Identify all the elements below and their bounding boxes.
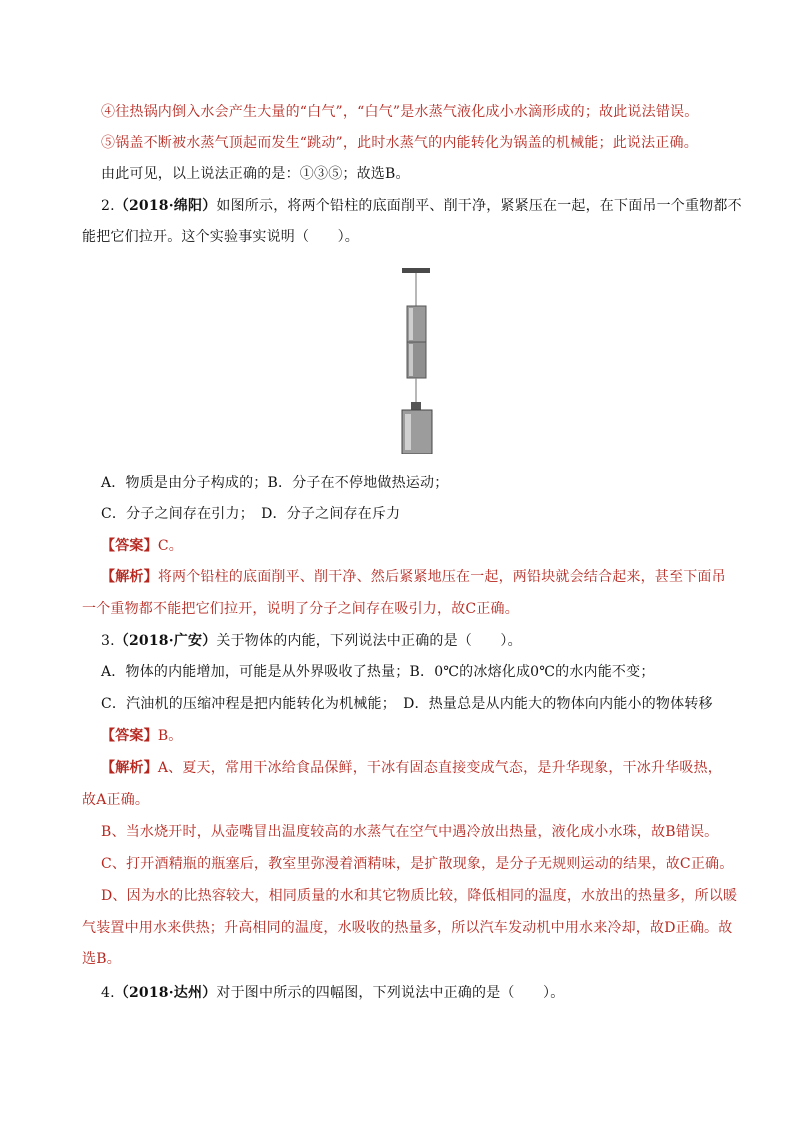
question-source: （2018·广安） [114, 633, 217, 649]
question-2-options-cd: C．分子之间存在引力； D．分子之间存在斥力 [101, 506, 401, 522]
question-source: （2018·绵阳） [114, 198, 217, 214]
hanger-bar [402, 268, 430, 273]
question-3-options-cd: C．汽油机的压缩冲程是把内能转化为机械能； D．热量总是从内能大的物体向内能小的物体转移 [101, 696, 713, 712]
lead-cylinder-figure [398, 268, 438, 454]
analysis-text-d-cont: 气装置中用水来供热；升高相同的温度，水吸收的热量多，所以汽车发动机中用水来冷却，故D正确。故 [82, 920, 733, 936]
question-number: 2. [101, 198, 115, 214]
analysis-tag: 【解析】 [101, 760, 158, 776]
question-2-analysis-cont: 一个重物都不能把它们拉开，说明了分子之间存在吸引力，故C正确。 [82, 601, 519, 617]
answer-tag: 【答案】 [101, 538, 158, 554]
question-text: 如图所示，将两个铅柱的底面削平、削干净，紧紧压在一起，在下面吊一个重物都不 [216, 198, 742, 214]
analysis-text-b: B、当水烧开时，从壶嘴冒出温度较高的水蒸气在空气中遇冷放出热量，液化成小水珠，故B错误。 [101, 824, 719, 840]
analysis-text-d: D、因为水的比热容较大，相同质量的水和其它物质比较，降低相同的温度，水放出的热量多，所以暖 [101, 888, 738, 904]
question-2-stem-cont: 能把它们拉开。这个实验事实说明（ ）。 [82, 229, 359, 245]
answer-value: B。 [157, 728, 183, 744]
analysis-tag: 【解析】 [101, 569, 158, 585]
analysis-text-d-end: 选B。 [82, 951, 121, 967]
answer-value: C。 [157, 538, 183, 554]
question-3-answer [101, 727, 721, 745]
question-source: （2018·达州） [114, 985, 217, 1001]
question-2-answer [101, 537, 721, 555]
question-4-stem [101, 984, 721, 1002]
weight-knob [411, 402, 421, 410]
question-2-stem [101, 197, 742, 215]
question-number: 3. [101, 633, 115, 649]
question-3-options-ab: A．物体的内能增加，可能是从外界吸收了热量；B．0℃的冰熔化成0℃的水内能不变； [101, 664, 655, 680]
analysis-line-5: ⑤锅盖不断被水蒸气顶起而发生“跳动”，此时水蒸气的内能转化为锅盖的机械能；此说法正确。 [101, 135, 698, 151]
question-2-analysis [101, 568, 726, 586]
analysis-text-a-cont: 故A正确。 [82, 792, 150, 808]
analysis-line-4: ④往热锅内倒入水会产生大量的“白气”，“白气”是水蒸气液化成小水滴形成的；故此说法错误。 [101, 104, 699, 120]
question-text: 关于物体的内能，下列说法中正确的是（ ）。 [216, 633, 522, 649]
question-2-options-ab: A．物质是由分子构成的；B．分子在不停地做热运动； [101, 475, 449, 491]
analysis-text-a: A、夏天，常用干冰给食品保鲜，干冰有固态直接变成气态，是升华现象，干冰升华吸热， [157, 760, 722, 776]
answer-tag: 【答案】 [101, 728, 158, 744]
analysis-text-c: C、打开酒精瓶的瓶塞后，教室里弥漫着酒精味，是扩散现象，是分子无规则运动的结果，故C正确。 [101, 856, 734, 872]
question-3-stem [101, 632, 721, 650]
conclusion-line: 由此可见，以上说法正确的是：①③⑤；故选B。 [101, 166, 410, 182]
question-text: 对于图中所示的四幅图，下列说法中正确的是（ ）。 [216, 985, 565, 1001]
question-3-analysis [101, 759, 721, 777]
question-number: 4. [101, 985, 115, 1001]
analysis-text: 将两个铅柱的底面削平、削干净、然后紧紧地压在一起，两铅块就会结合起来，甚至下面吊 [157, 569, 726, 585]
